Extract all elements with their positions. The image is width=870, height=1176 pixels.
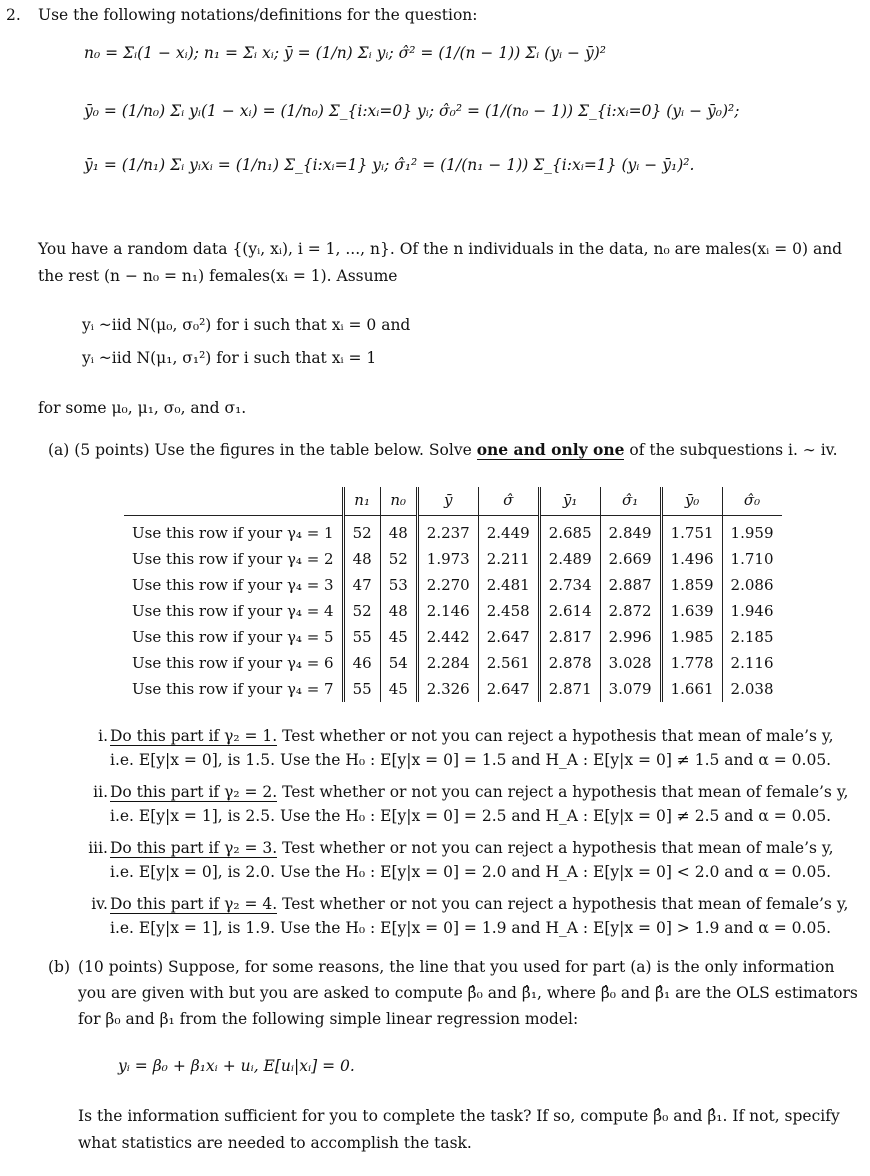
definition-text-1: n₀ = Σᵢ(1 − xᵢ); n₁ = Σᵢ xᵢ; ȳ = (1/n) Σᵢ yᵢ; σ̂² = (1/(n − 1)) Σᵢ (yᵢ − ȳ)² bbox=[84, 44, 606, 62]
table-cell: 2.038 bbox=[722, 676, 781, 702]
header-sigma: σ̂ bbox=[478, 487, 539, 516]
subquestion-text: Test whether or not you can reject a hypothesis that mean of female’s y, i.e. E[y|x = 1], is 2.5. Use the H₀ : E[y|x = 0] = 2.5 and H_A : E[y|x = 0] ≠ 2.5 and α = 0.05. bbox=[110, 783, 849, 825]
definition-text-2: ȳ₀ = (1/n₀) Σᵢ yᵢ(1 − xᵢ) = (1/n₀) Σ_{i:xᵢ=0} yᵢ; σ̂₀² = (1/(n₀ − 1)) Σ_{i:xᵢ=0} (yᵢ − ȳ₀)²; bbox=[84, 102, 740, 120]
assumption-females: yᵢ ~iid N(μ₁, σ₁²) for i such that xᵢ = 1 bbox=[82, 349, 377, 367]
table-cell: 54 bbox=[380, 650, 417, 676]
header-n0: n₀ bbox=[380, 487, 417, 516]
header-n1: n₁ bbox=[343, 487, 380, 516]
definition-line-1 bbox=[84, 44, 606, 62]
header-ybar: ȳ bbox=[417, 487, 478, 516]
table-cell: 2.561 bbox=[478, 650, 539, 676]
subquestion-condition: Do this part if γ₂ = 1. bbox=[110, 727, 278, 745]
row-label: Use this row if your γ₄ = 7 bbox=[132, 680, 334, 698]
table-cell: 2.211 bbox=[478, 546, 539, 572]
statistics-table bbox=[124, 487, 782, 702]
table-cell: 2.872 bbox=[600, 598, 661, 624]
table-cell: 1.751 bbox=[661, 516, 722, 547]
table-cell: 1.778 bbox=[661, 650, 722, 676]
table-cell: 2.270 bbox=[417, 572, 478, 598]
table-cell: 1.985 bbox=[661, 624, 722, 650]
part-a-points: (5 points) bbox=[74, 441, 150, 459]
row-label: Use this row if your γ₄ = 3 bbox=[132, 576, 334, 594]
table-cell: 2.116 bbox=[722, 650, 781, 676]
part-a-label: (a) bbox=[48, 441, 70, 459]
table-cell: 1.661 bbox=[661, 676, 722, 702]
table-cell: 2.887 bbox=[600, 572, 661, 598]
table-cell: 2.817 bbox=[539, 624, 600, 650]
table-cell: 1.973 bbox=[417, 546, 478, 572]
table-cell: 2.237 bbox=[417, 516, 478, 547]
part-a-emphasis: one and only one bbox=[476, 440, 625, 459]
table-cell: 48 bbox=[343, 546, 380, 572]
table-cell: 2.734 bbox=[539, 572, 600, 598]
subquestion-num: i. bbox=[98, 727, 108, 745]
table-cell: 48 bbox=[380, 598, 417, 624]
row-label: Use this row if your γ₄ = 5 bbox=[132, 628, 334, 646]
table-cell: 1.710 bbox=[722, 546, 781, 572]
table-cell: 2.849 bbox=[600, 516, 661, 547]
table-cell: 2.489 bbox=[539, 546, 600, 572]
header-sigma0: σ̂₀ bbox=[722, 487, 781, 516]
subquestion-num: ii. bbox=[93, 783, 108, 801]
table-cell: 52 bbox=[343, 516, 380, 547]
table-cell: 1.959 bbox=[722, 516, 781, 547]
table-cell: 45 bbox=[380, 624, 417, 650]
table-cell: 2.185 bbox=[722, 624, 781, 650]
header-ybar1: ȳ₁ bbox=[539, 487, 600, 516]
table-cell: 2.284 bbox=[417, 650, 478, 676]
table-cell: 53 bbox=[380, 572, 417, 598]
table-cell: 1.639 bbox=[661, 598, 722, 624]
table-cell: 2.458 bbox=[478, 598, 539, 624]
table-cell: 2.669 bbox=[600, 546, 661, 572]
table-cell: 48 bbox=[380, 516, 417, 547]
subquestion-text: Test whether or not you can reject a hypothesis that mean of male’s y, i.e. E[y|x = 0], is 1.5. Use the H₀ : E[y|x = 0] = 1.5 and H_A : E[y|x = 0] ≠ 1.5 and α = 0.05. bbox=[110, 727, 834, 769]
row-label: Use this row if your γ₄ = 6 bbox=[132, 654, 334, 672]
part-b-text: (10 points) Suppose, for some reasons, the line that you used for part (a) is the only information you are given with but you are asked to compute β̂₀ and β̂₁, where β̂₀ and β̂₁ are the OLS estimators for β₀ and β₁ from the following simple linear regression model: bbox=[78, 958, 858, 1028]
table-cell: 1.946 bbox=[722, 598, 781, 624]
subquestion-condition: Do this part if γ₂ = 4. bbox=[110, 895, 278, 913]
table-row bbox=[124, 624, 782, 650]
row-label: Use this row if your γ₄ = 4 bbox=[132, 602, 334, 620]
subquestion-text: Test whether or not you can reject a hypothesis that mean of male’s y, i.e. E[y|x = 0], is 2.0. Use the H₀ : E[y|x = 0] = 2.0 and H_A : E[y|x = 0] < 2.0 and α = 0.05. bbox=[110, 839, 834, 881]
table-row bbox=[124, 546, 782, 572]
part-a-text-before: Use the figures in the table below. Solve bbox=[154, 441, 472, 459]
table-row bbox=[124, 650, 782, 676]
table-cell: 55 bbox=[343, 676, 380, 702]
table-cell: 2.146 bbox=[417, 598, 478, 624]
data-description-paragraph: You have a random data {(yᵢ, xᵢ), i = 1, ..., n}. Of the n individuals in the data, n₀ are males(xᵢ = 0) and the rest (n − n₀ = n₁) females(xᵢ = 1). Assume bbox=[38, 240, 843, 285]
part-a-text-after: of the subquestions i. ∼ iv. bbox=[629, 441, 838, 459]
table-body bbox=[124, 516, 782, 703]
table-cell: 2.647 bbox=[478, 676, 539, 702]
header-ybar0: ȳ₀ bbox=[661, 487, 722, 516]
table-cell: 2.878 bbox=[539, 650, 600, 676]
table-cell: 3.079 bbox=[600, 676, 661, 702]
definition-line-3 bbox=[84, 156, 694, 174]
table-cell: 2.449 bbox=[478, 516, 539, 547]
row-label: Use this row if your γ₄ = 2 bbox=[132, 550, 334, 568]
table-cell: 2.685 bbox=[539, 516, 600, 547]
part-a-instructions bbox=[48, 440, 860, 459]
part-b-label: (b) bbox=[48, 958, 71, 976]
table-cell: 2.996 bbox=[600, 624, 661, 650]
table-row bbox=[124, 676, 782, 702]
table-cell: 52 bbox=[343, 598, 380, 624]
parameters-note: for some μ₀, μ₁, σ₀, and σ₁. bbox=[38, 399, 247, 417]
table-cell: 2.326 bbox=[417, 676, 478, 702]
table-cell: 1.496 bbox=[661, 546, 722, 572]
table-row bbox=[124, 598, 782, 624]
table-cell: 45 bbox=[380, 676, 417, 702]
assumption-males: yᵢ ~iid N(μ₀, σ₀²) for i such that xᵢ = 0 and bbox=[82, 316, 411, 334]
regression-model: yᵢ = β₀ + β₁xᵢ + uᵢ, E[uᵢ|xᵢ] = 0. bbox=[118, 1057, 355, 1075]
subquestion-num: iii. bbox=[88, 839, 108, 857]
header-blank bbox=[124, 487, 343, 516]
table-cell: 47 bbox=[343, 572, 380, 598]
subquestion-text: Test whether or not you can reject a hypothesis that mean of female’s y, i.e. E[y|x = 1], is 1.9. Use the H₀ : E[y|x = 0] = 1.9 and H_A : E[y|x = 0] > 1.9 and α = 0.05. bbox=[110, 895, 849, 937]
table-row bbox=[124, 516, 782, 547]
table-cell: 2.871 bbox=[539, 676, 600, 702]
definition-text-3: ȳ₁ = (1/n₁) Σᵢ yᵢxᵢ = (1/n₁) Σ_{i:xᵢ=1} yᵢ; σ̂₁² = (1/(n₁ − 1)) Σ_{i:xᵢ=1} (yᵢ − ȳ₁)². bbox=[84, 156, 695, 174]
question-number: 2. bbox=[6, 6, 21, 24]
table-cell: 2.614 bbox=[539, 598, 600, 624]
table-cell: 1.859 bbox=[661, 572, 722, 598]
table-header-row bbox=[124, 487, 782, 516]
subquestion-num: iv. bbox=[91, 895, 108, 913]
table-cell: 55 bbox=[343, 624, 380, 650]
table-cell: 2.442 bbox=[417, 624, 478, 650]
table-cell: 3.028 bbox=[600, 650, 661, 676]
table-cell: 2.481 bbox=[478, 572, 539, 598]
table-row bbox=[124, 572, 782, 598]
definition-line-2 bbox=[84, 102, 739, 120]
table-cell: 2.647 bbox=[478, 624, 539, 650]
question-intro: Use the following notations/definitions for the question: bbox=[38, 6, 478, 24]
table-cell: 2.086 bbox=[722, 572, 781, 598]
subquestion-condition: Do this part if γ₂ = 2. bbox=[110, 783, 278, 801]
subquestion-condition: Do this part if γ₂ = 3. bbox=[110, 839, 278, 857]
row-label: Use this row if your γ₄ = 1 bbox=[132, 524, 334, 542]
part-b-closing: Is the information sufficient for you to complete the task? If so, compute β̂₀ and β̂₁. If not, specify what statistics are needed to accomplish the task. bbox=[78, 1107, 840, 1152]
table-cell: 52 bbox=[380, 546, 417, 572]
table-cell: 46 bbox=[343, 650, 380, 676]
header-sigma1: σ̂₁ bbox=[600, 487, 661, 516]
